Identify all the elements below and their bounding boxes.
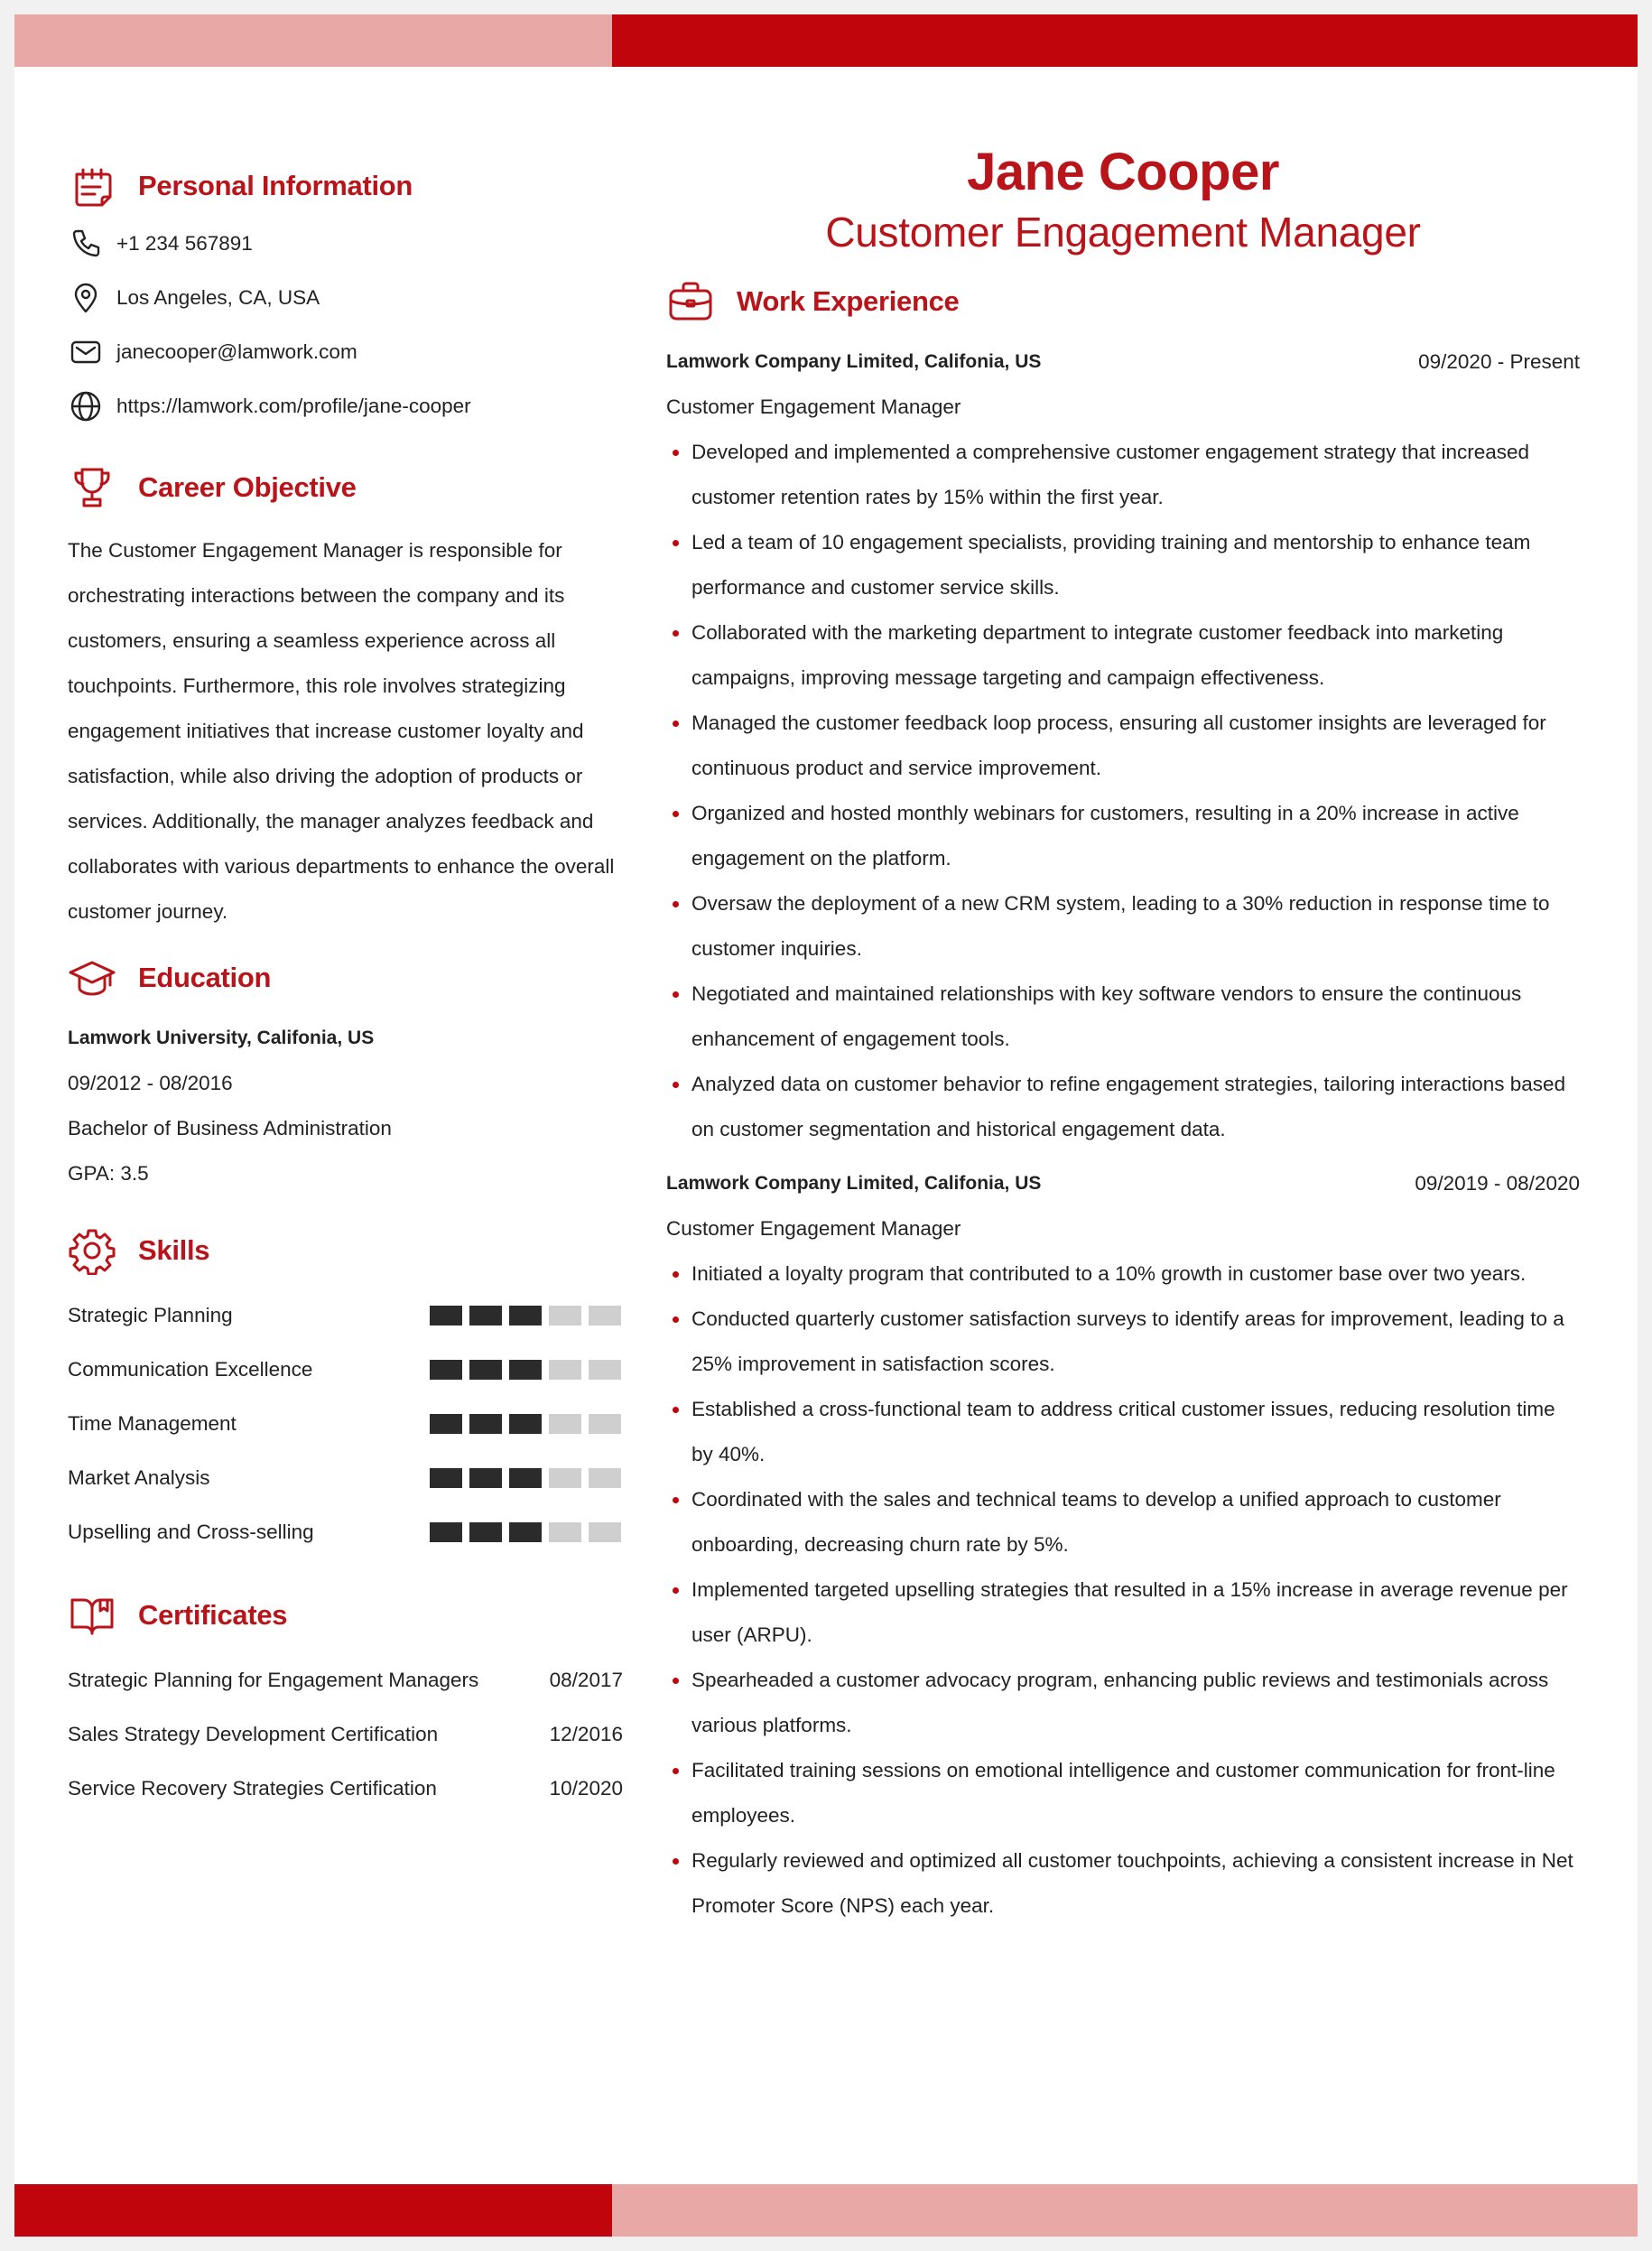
skill-bar-filled — [430, 1360, 462, 1380]
open-book-icon — [68, 1591, 116, 1640]
career-objective-text: The Customer Engagement Manager is responsible for orchestrating interactions between the company and its customers, ensuring a seamless experience across all touchpoints. Furthermore, this role involves strategizing engagement initiatives that increase customer loyalty and satisfaction, while also driving the adoption of products or services. Additionally, the manager analyzes feedback and collaborates with various departments to enhance the overall customer journey. — [68, 539, 615, 923]
skill-level-bars — [430, 1468, 621, 1488]
globe-icon — [68, 388, 104, 424]
job-bullet: Conducted quarterly customer satisfaction surveys to identify areas for improvement, leading to a 25% improvement in satisfaction scores. — [666, 1297, 1580, 1387]
right-column — [666, 141, 1580, 1929]
education-dates: 09/2012 - 08/2016 — [68, 1072, 233, 1094]
skill-level-bars — [430, 1414, 621, 1434]
job-header — [666, 1161, 1580, 1206]
skill-bar-filled — [469, 1360, 502, 1380]
skill-bar-filled — [430, 1414, 462, 1434]
job-dates: 09/2020 - Present — [1418, 350, 1580, 373]
email-icon — [68, 334, 104, 370]
bottom-right-band — [612, 2184, 1638, 2237]
skill-bar-filled — [469, 1414, 502, 1434]
skill-bar-empty — [589, 1360, 621, 1380]
work-experience-header — [666, 274, 1580, 329]
skill-bar-filled — [430, 1522, 462, 1542]
skill-bar-empty — [549, 1360, 581, 1380]
job-bullet: Initiated a loyalty program that contributed to a 10% growth in customer base over two years. — [666, 1251, 1580, 1297]
skill-row — [68, 1343, 623, 1397]
skill-bar-empty — [549, 1468, 581, 1488]
skill-bar-filled — [430, 1468, 462, 1488]
job-entry — [666, 1161, 1580, 1929]
job-entry — [666, 340, 1580, 1152]
skill-row — [68, 1288, 623, 1343]
job-bullet: Regularly reviewed and optimized all customer touchpoints, achieving a consistent increase in Net Promoter Score (NPS) each year. — [666, 1838, 1580, 1929]
job-bullet: Spearheaded a customer advocacy program, enhancing public reviews and testimonials across various platforms. — [666, 1658, 1580, 1748]
skill-name: Upselling and Cross-selling — [68, 1521, 314, 1543]
job-bullet: Managed the customer feedback loop process, ensuring all customer insights are leveraged for continuous product and service improvement. — [666, 701, 1580, 791]
location-value: Los Angeles, CA, USA — [116, 286, 320, 309]
skill-bar-filled — [469, 1468, 502, 1488]
job-bullet: Coordinated with the sales and technical teams to develop a unified approach to customer onboarding, decreasing churn rate by 5%. — [666, 1477, 1580, 1567]
certificate-row — [68, 1762, 623, 1816]
job-bullet: Developed and implemented a comprehensive customer engagement strategy that increased customer retention rates by 15% within the first year. — [666, 430, 1580, 520]
phone-value: +1 234 567891 — [116, 232, 253, 255]
job-header — [666, 340, 1580, 385]
skill-bar-empty — [589, 1414, 621, 1434]
job-position: Customer Engagement Manager — [666, 1217, 961, 1240]
gear-icon — [68, 1226, 116, 1275]
skill-level-bars — [430, 1306, 621, 1325]
certificate-date: 10/2020 — [549, 1777, 623, 1800]
skill-name: Time Management — [68, 1412, 237, 1435]
skill-bar-filled — [509, 1306, 542, 1325]
education-school: Lamwork University, Califonia, US — [68, 1028, 375, 1048]
certificate-name: Service Recovery Strategies Certification — [68, 1777, 437, 1800]
graduation-cap-icon — [68, 953, 116, 1002]
certificate-name: Strategic Planning for Engagement Managers — [68, 1669, 479, 1691]
personal-info-title: Personal Information — [138, 170, 413, 201]
job-company: Lamwork Company Limited, Califonia, US — [666, 351, 1042, 372]
website-value[interactable]: https://lamwork.com/profile/jane-cooper — [116, 395, 471, 417]
briefcase-icon — [666, 277, 715, 326]
job-position: Customer Engagement Manager — [666, 395, 961, 418]
left-column — [68, 159, 623, 1816]
job-bullet: Organized and hosted monthly webinars for customers, resulting in a 20% increase in active engagement on the platform. — [666, 791, 1580, 881]
skill-bar-filled — [469, 1522, 502, 1542]
certificate-name: Sales Strategy Development Certification — [68, 1723, 439, 1745]
skills-title: Skills — [138, 1234, 210, 1266]
job-company: Lamwork Company Limited, Califonia, US — [666, 1173, 1042, 1194]
job-bullet: Established a cross-functional team to address critical customer issues, reducing resolution time by 40%. — [666, 1387, 1580, 1477]
job-bullet: Led a team of 10 engagement specialists, providing training and mentorship to enhance team performance and customer service skills. — [666, 520, 1580, 610]
skill-level-bars — [430, 1522, 621, 1542]
skill-bar-filled — [430, 1306, 462, 1325]
job-bullet: Negotiated and maintained relationships with key software vendors to ensure the continuous enhancement of engagement tools. — [666, 972, 1580, 1062]
skills-header — [68, 1223, 623, 1278]
skill-bar-empty — [589, 1306, 621, 1325]
certificates-header — [68, 1588, 623, 1642]
skill-bar-filled — [509, 1522, 542, 1542]
email-value[interactable]: janecooper@lamwork.com — [116, 340, 357, 363]
skill-bar-filled — [509, 1414, 542, 1434]
skill-name: Market Analysis — [68, 1466, 210, 1489]
job-bullet: Collaborated with the marketing department to integrate customer feedback into marketing campaigns, improving message targeting and campaign effectiveness. — [666, 610, 1580, 701]
job-dates: 09/2019 - 08/2020 — [1415, 1172, 1580, 1195]
education-gpa: GPA: 3.5 — [68, 1162, 149, 1185]
candidate-title: Customer Engagement Manager — [825, 209, 1421, 256]
education-degree: Bachelor of Business Administration — [68, 1117, 392, 1139]
contact-location — [68, 271, 623, 325]
top-right-band — [612, 14, 1638, 67]
certificate-date: 12/2016 — [549, 1723, 623, 1745]
skill-level-bars — [430, 1360, 621, 1380]
top-left-band — [14, 14, 612, 67]
job-bullet: Oversaw the deployment of a new CRM system, leading to a 30% reduction in response time to customer inquiries. — [666, 881, 1580, 972]
skill-bar-empty — [589, 1468, 621, 1488]
contact-email — [68, 325, 623, 379]
calendar-note-icon — [68, 162, 116, 210]
trophy-icon — [68, 463, 116, 512]
skill-name: Strategic Planning — [68, 1304, 233, 1326]
skill-row — [68, 1505, 623, 1559]
personal-info-header — [68, 159, 623, 213]
location-pin-icon — [68, 280, 104, 316]
education-header — [68, 951, 623, 1005]
skill-row — [68, 1397, 623, 1451]
job-bullet: Implemented targeted upselling strategies that resulted in a 15% increase in average revenue per user (ARPU). — [666, 1567, 1580, 1658]
skill-row — [68, 1451, 623, 1505]
skill-bar-empty — [549, 1522, 581, 1542]
contact-website — [68, 379, 623, 433]
job-bullets — [666, 430, 1580, 1152]
work-experience-title: Work Experience — [737, 285, 960, 317]
phone-icon — [68, 226, 104, 262]
contact-phone — [68, 217, 623, 271]
skill-bar-empty — [589, 1522, 621, 1542]
bottom-left-band — [14, 2184, 612, 2237]
skills-list — [68, 1288, 623, 1559]
skill-bar-filled — [509, 1360, 542, 1380]
job-bullet: Facilitated training sessions on emotional intelligence and customer communication for front-line employees. — [666, 1748, 1580, 1838]
skill-bar-filled — [469, 1306, 502, 1325]
skill-bar-filled — [509, 1468, 542, 1488]
certificate-date: 08/2017 — [549, 1669, 623, 1691]
skill-name: Communication Excellence — [68, 1358, 313, 1381]
job-bullet: Analyzed data on customer behavior to refine engagement strategies, tailoring interactions based on customer segmentation and historical engagement data. — [666, 1062, 1580, 1152]
resume-page — [14, 14, 1638, 2237]
career-objective-title: Career Objective — [138, 471, 357, 503]
certificate-row — [68, 1653, 623, 1707]
certificates-title: Certificates — [138, 1599, 288, 1631]
skill-bar-empty — [549, 1414, 581, 1434]
job-bullets — [666, 1251, 1580, 1929]
education-title: Education — [138, 962, 272, 993]
certificate-row — [68, 1707, 623, 1762]
skill-bar-empty — [549, 1306, 581, 1325]
candidate-name: Jane Cooper — [967, 143, 1279, 201]
career-objective-header — [68, 460, 623, 515]
